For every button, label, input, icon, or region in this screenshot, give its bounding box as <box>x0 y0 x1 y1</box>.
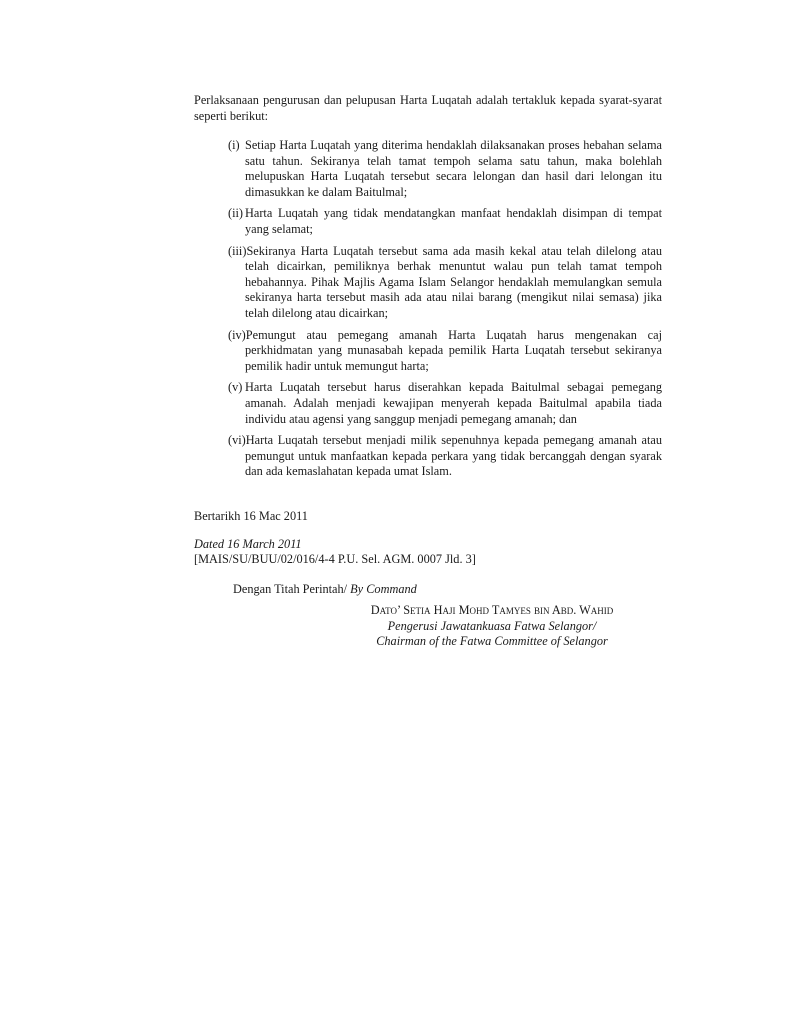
signer-name: Dato’ Setia Haji Mohd Tamyes bin Abd. Wahid <box>370 603 614 617</box>
reference-number: [MAIS/SU/BUU/02/016/4-4 P.U. Sel. AGM. 0007 Jld. 3] <box>194 552 476 566</box>
conditions-list <box>228 138 662 486</box>
item-number: (iii) <box>228 243 247 258</box>
condition-item-i <box>228 138 662 200</box>
condition-item-v <box>228 380 662 427</box>
command-english: By Command <box>350 582 417 596</box>
condition-item-vi <box>228 433 662 480</box>
item-text: Harta Luqatah tersebut menjadi milik sepenuhnya kepada pemegang amanah atau pemungut untuk manfaatkan kepada perkara yang tidak bercanggah dengan syarak dan ada kemaslahatan kepada umat Islam. <box>245 433 662 479</box>
signature-block <box>342 603 642 650</box>
command-malay: Dengan Titah Perintah/ <box>233 582 348 596</box>
command-line <box>233 582 417 598</box>
date-english: Dated 16 March 2011 <box>194 537 302 551</box>
condition-item-iv <box>228 328 662 375</box>
signer-title-malay: Pengerusi Jawatankuasa Fatwa Selangor/ <box>387 618 597 633</box>
item-text: Harta Luqatah tersebut harus diserahkan kepada Baitulmal sebagai pemegang amanah. Adalah menjadi kewajipan menyerah kepada Baitulmal apabila tiada individu atau agensi yang sanggup menjadi pemegang amanah; dan <box>245 380 662 426</box>
item-number: (i) <box>228 138 240 152</box>
item-text: Sekiranya Harta Luqatah tersebut sama ada masih kekal atau telah dilelong atau telah dicairkan, pemiliknya berhak menuntut walau pun telah tamat tempoh hebahannya. Pihak Majlis Agama Islam Selangor hendaklah memulangkan semula sekiranya harta tersebut masih ada atau nilai barang (mengikut nilai semasa) jika telah dilelong atau dicairkan; <box>245 243 662 320</box>
item-number: (vi) <box>228 433 246 448</box>
item-text: Setiap Harta Luqatah yang diterima hendaklah dilaksanakan proses hebahan selama satu tahun. Sekiranya telah tamat tempoh selama satu tahun, maka bolehlah melupuskan Harta Luqatah tersebut secara lelongan dan hasil dari lelongan itu dimasukkan ke dalam Baitulmal; <box>245 138 662 199</box>
item-text: Pemungut atau pemegang amanah Harta Luqatah harus mengenakan caj perkhidmatan yang munasabah kepada pemilik Harta Luqatah tersebut sekiranya pemilik hadir untuk memungut harta; <box>245 327 662 373</box>
item-number: (v) <box>228 380 243 395</box>
item-number: (ii) <box>228 206 244 221</box>
item-text: Harta Luqatah yang tidak mendatangkan manfaat hendaklah disimpan di tempat yang selamat; <box>245 206 662 236</box>
date-malay: Bertarikh 16 Mac 2011 <box>194 509 308 523</box>
intro-paragraph: Perlaksanaan pengurusan dan pelupusan Harta Luqatah adalah tertakluk kepada syarat-syarat seperti berikut: <box>194 93 662 123</box>
condition-item-ii <box>228 206 662 237</box>
condition-item-iii <box>228 244 662 322</box>
item-number: (iv) <box>228 327 246 342</box>
signer-title-english: Chairman of the Fatwa Committee of Selangor <box>376 634 608 649</box>
